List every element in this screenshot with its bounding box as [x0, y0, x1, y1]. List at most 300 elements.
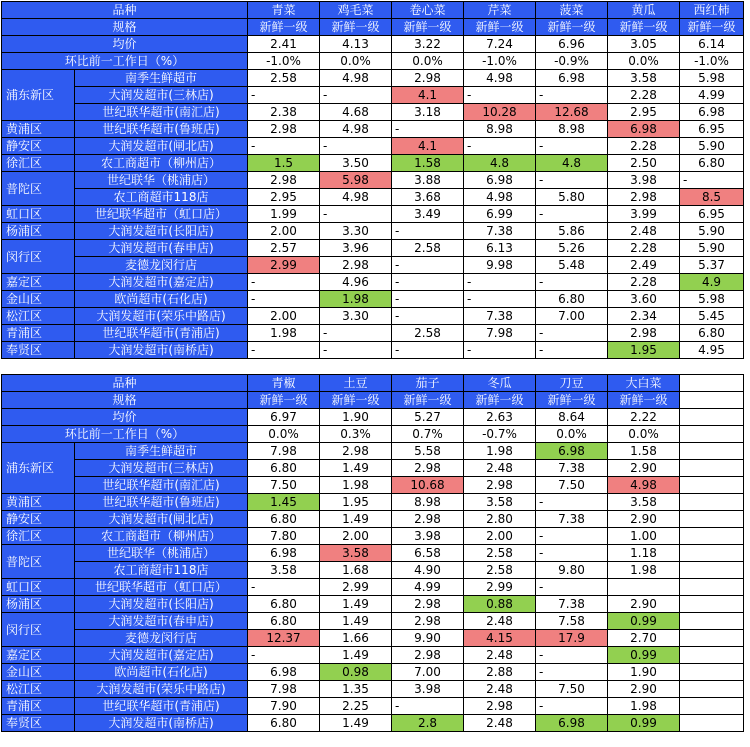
change-percent-row — [2, 53, 744, 70]
price-cell: 1.45 — [248, 494, 320, 511]
price-cell: 3.98 — [392, 681, 464, 698]
price-cell: - — [248, 647, 320, 664]
price-cell: 7.38 — [464, 308, 536, 325]
price-cell: - — [536, 664, 608, 681]
table-row — [2, 104, 744, 121]
price-cell: 2.28 — [608, 138, 680, 155]
market-cell: 世纪联华（桃浦店） — [75, 545, 248, 562]
price-cell: 4.95 — [680, 342, 744, 359]
price-cell: 5.26 — [536, 240, 608, 257]
market-cell: 世纪联华超市（虹口店） — [75, 579, 248, 596]
price-cell: 5.90 — [680, 240, 744, 257]
change-percent-row-cell: 0.0% — [608, 53, 680, 70]
price-cell: 2.98 — [392, 596, 464, 613]
price-cell: - — [536, 528, 608, 545]
price-cell: 10.68 — [392, 477, 464, 494]
price-cell: 6.80 — [248, 460, 320, 477]
empty-cell — [680, 426, 744, 443]
table-row — [2, 664, 744, 681]
average-price-row-cell: 6.96 — [536, 36, 608, 53]
price-cell: 7.80 — [248, 528, 320, 545]
vegetable-price-table-1 — [1, 1, 744, 359]
price-cell: 2.88 — [464, 664, 536, 681]
empty-cell — [680, 715, 744, 732]
table-row — [2, 596, 744, 613]
table-row — [2, 342, 744, 359]
price-cell: 3.50 — [320, 155, 392, 172]
price-cell: - — [392, 698, 464, 715]
district-cell: 静安区 — [2, 138, 75, 155]
price-cell: 2.00 — [248, 223, 320, 240]
price-cell: 6.98 — [536, 715, 608, 732]
price-cell: 2.28 — [608, 87, 680, 104]
price-cell: 2.98 — [248, 121, 320, 138]
price-cell: - — [392, 121, 464, 138]
price-cell: 1.58 — [392, 155, 464, 172]
table-row — [2, 257, 744, 274]
table-row — [2, 545, 744, 562]
price-cell: 9.80 — [536, 562, 608, 579]
change-percent-row-label: 环比前一工作日（%） — [2, 426, 248, 443]
district-cell: 杨浦区 — [2, 596, 75, 613]
price-cell: 2.28 — [608, 240, 680, 257]
price-cell: 2.25 — [320, 698, 392, 715]
price-cell: 6.95 — [680, 206, 744, 223]
price-cell: 3.96 — [320, 240, 392, 257]
empty-cell — [680, 443, 744, 460]
district-cell: 徐汇区 — [2, 528, 75, 545]
district-cell: 奉贤区 — [2, 715, 75, 732]
empty-cell — [680, 494, 744, 511]
price-cell: 2.48 — [464, 715, 536, 732]
price-cell: - — [392, 257, 464, 274]
average-price-row-cell: 6.97 — [248, 409, 320, 426]
price-cell: 5.98 — [680, 70, 744, 87]
price-cell: - — [464, 342, 536, 359]
price-cell: 4.1 — [392, 87, 464, 104]
price-cell: 6.80 — [248, 596, 320, 613]
price-cell: - — [248, 274, 320, 291]
market-cell: 大润发超市(嘉定店) — [75, 647, 248, 664]
price-cell: 6.98 — [536, 70, 608, 87]
market-cell: 世纪联华超市(青浦店) — [75, 698, 248, 715]
price-cell: - — [536, 87, 608, 104]
price-cell: 1.99 — [248, 206, 320, 223]
price-cell: 2.38 — [248, 104, 320, 121]
district-cell: 虹口区 — [2, 579, 75, 596]
table-row — [2, 681, 744, 698]
price-cell: 2.98 — [392, 70, 464, 87]
table-row — [2, 308, 744, 325]
price-cell: 3.68 — [392, 189, 464, 206]
price-cell: 1.98 — [320, 291, 392, 308]
table-row — [2, 630, 744, 647]
price-cell: 2.80 — [464, 511, 536, 528]
table-row — [2, 189, 744, 206]
price-cell: - — [536, 698, 608, 715]
spec-row-cell: 新鲜一级 — [392, 392, 464, 409]
price-cell: 0.99 — [608, 715, 680, 732]
price-cell: 3.88 — [392, 172, 464, 189]
vegetable-price-table-2 — [1, 374, 744, 732]
column-header-row-cell: 卷心菜 — [392, 2, 464, 19]
district-cell: 闵行区 — [2, 613, 75, 647]
price-cell: 5.86 — [536, 223, 608, 240]
market-cell: 大润发超市(三林店) — [75, 460, 248, 477]
table-row — [2, 274, 744, 291]
average-price-row-cell: 1.90 — [320, 409, 392, 426]
change-percent-row-cell: 0.0% — [536, 426, 608, 443]
market-cell: 大润发超市(长阳店) — [75, 596, 248, 613]
market-cell: 麦德龙闵行店 — [75, 630, 248, 647]
price-cell: 4.99 — [392, 579, 464, 596]
district-cell: 黄浦区 — [2, 121, 75, 138]
price-cell: 4.8 — [464, 155, 536, 172]
price-cell: 6.80 — [248, 511, 320, 528]
spec-row-cell: 新鲜一级 — [608, 19, 680, 36]
price-cell: 6.98 — [680, 104, 744, 121]
district-cell: 嘉定区 — [2, 274, 75, 291]
price-cell: 2.98 — [392, 511, 464, 528]
column-header-row-cell: 冬瓜 — [464, 375, 536, 392]
price-cell: 1.49 — [320, 460, 392, 477]
price-cell: 1.98 — [248, 325, 320, 342]
price-cell: 4.1 — [392, 138, 464, 155]
district-cell: 杨浦区 — [2, 223, 75, 240]
price-cell: - — [248, 291, 320, 308]
price-cell: 1.95 — [320, 494, 392, 511]
price-cell: 3.30 — [320, 308, 392, 325]
price-cell: 1.35 — [320, 681, 392, 698]
price-cell: - — [464, 291, 536, 308]
price-cell: 4.96 — [320, 274, 392, 291]
price-cell: - — [392, 274, 464, 291]
price-cell: 6.80 — [680, 155, 744, 172]
spec-row-cell: 新鲜一级 — [536, 19, 608, 36]
district-cell: 普陀区 — [2, 545, 75, 579]
market-cell: 农工商超市（柳州店） — [75, 155, 248, 172]
empty-cell — [680, 460, 744, 477]
change-percent-row-cell: -0.9% — [536, 53, 608, 70]
price-cell: 6.80 — [536, 291, 608, 308]
price-cell: 6.98 — [248, 545, 320, 562]
table-row — [2, 613, 744, 630]
price-cell: 3.98 — [392, 528, 464, 545]
price-cell: 1.90 — [608, 664, 680, 681]
price-cell: - — [320, 87, 392, 104]
price-cell: 6.95 — [680, 121, 744, 138]
spec-row-cell: 新鲜一级 — [464, 392, 536, 409]
empty-cell — [680, 511, 744, 528]
price-cell: - — [320, 325, 392, 342]
market-cell: 大润发超市(三林店) — [75, 87, 248, 104]
price-cell: 4.98 — [608, 477, 680, 494]
price-cell: 3.99 — [608, 206, 680, 223]
district-cell: 静安区 — [2, 511, 75, 528]
spec-row-cell: 新鲜一级 — [392, 19, 464, 36]
price-cell — [608, 579, 680, 596]
market-cell: 农工商超市118店 — [75, 562, 248, 579]
price-cell: 1.49 — [320, 715, 392, 732]
district-cell: 徐汇区 — [2, 155, 75, 172]
price-cell: 1.98 — [608, 698, 680, 715]
column-header-row-cell: 青椒 — [248, 375, 320, 392]
price-cell: 2.34 — [608, 308, 680, 325]
price-cell: 8.98 — [464, 121, 536, 138]
table-row — [2, 443, 744, 460]
spec-row — [2, 19, 744, 36]
district-cell: 金山区 — [2, 664, 75, 681]
price-cell: 6.98 — [464, 172, 536, 189]
spec-row — [2, 392, 744, 409]
table-row — [2, 138, 744, 155]
price-cell: 2.00 — [320, 528, 392, 545]
price-cell: 9.90 — [392, 630, 464, 647]
column-header-row — [2, 375, 744, 392]
price-cell: 8.5 — [680, 189, 744, 206]
price-cell: 3.58 — [608, 494, 680, 511]
price-cell: 2.98 — [248, 172, 320, 189]
empty-cell — [680, 613, 744, 630]
table-row — [2, 562, 744, 579]
price-cell: 7.50 — [248, 477, 320, 494]
price-cell: - — [248, 138, 320, 155]
market-cell: 世纪联华超市(鲁班店) — [75, 121, 248, 138]
price-cell: 2.98 — [320, 257, 392, 274]
empty-cell — [680, 596, 744, 613]
district-cell: 闵行区 — [2, 240, 75, 274]
price-cell: 1.49 — [320, 613, 392, 630]
spec-row-cell: 新鲜一级 — [248, 392, 320, 409]
change-percent-row-cell: 0.0% — [608, 426, 680, 443]
market-cell: 欧尚超市(石化店) — [75, 664, 248, 681]
price-cell: 12.68 — [536, 104, 608, 121]
price-cell: 1.98 — [608, 562, 680, 579]
price-cell: 5.80 — [536, 189, 608, 206]
price-cell: 2.98 — [464, 698, 536, 715]
market-cell: 大润发超市(南桥店) — [75, 715, 248, 732]
price-cell: 6.58 — [392, 545, 464, 562]
market-cell: 大润发超市(嘉定店) — [75, 274, 248, 291]
price-cell: 2.49 — [608, 257, 680, 274]
table-row — [2, 494, 744, 511]
price-cell: 17.9 — [536, 630, 608, 647]
change-percent-row-cell: 0.3% — [320, 426, 392, 443]
change-percent-row-cell: 0.0% — [248, 426, 320, 443]
market-cell: 世纪联华超市(青浦店) — [75, 325, 248, 342]
price-cell: 2.58 — [392, 325, 464, 342]
column-header-row-cell: 青菜 — [248, 2, 320, 19]
price-cell: - — [536, 325, 608, 342]
price-cell: 3.98 — [608, 172, 680, 189]
price-cell: 6.80 — [680, 325, 744, 342]
empty-cell — [680, 392, 744, 409]
price-cell: - — [536, 274, 608, 291]
price-cell: 7.00 — [392, 664, 464, 681]
price-cell: - — [320, 138, 392, 155]
price-cell: 7.90 — [248, 698, 320, 715]
price-cell: 0.98 — [320, 664, 392, 681]
price-cell: 2.58 — [248, 70, 320, 87]
price-cell: 2.8 — [392, 715, 464, 732]
price-cell: 1.95 — [608, 342, 680, 359]
column-header-row-cell: 茄子 — [392, 375, 464, 392]
price-cell: 2.58 — [392, 240, 464, 257]
market-cell: 世纪联华（桃浦店） — [75, 172, 248, 189]
price-cell: - — [320, 342, 392, 359]
price-cell: 4.90 — [392, 562, 464, 579]
price-cell: - — [536, 206, 608, 223]
price-cell: 2.90 — [608, 681, 680, 698]
price-cell: 1.49 — [320, 647, 392, 664]
price-cell: 2.90 — [608, 460, 680, 477]
table-row — [2, 70, 744, 87]
change-percent-row-cell: 0.0% — [392, 53, 464, 70]
price-cell: 7.38 — [536, 511, 608, 528]
price-cell: - — [536, 172, 608, 189]
market-cell: 世纪联华超市(南汇店) — [75, 104, 248, 121]
table-row — [2, 511, 744, 528]
table-row — [2, 647, 744, 664]
district-cell: 嘉定区 — [2, 647, 75, 664]
price-cell: - — [680, 172, 744, 189]
column-header-row-cell: 芹菜 — [464, 2, 536, 19]
price-cell: 3.30 — [320, 223, 392, 240]
empty-cell — [680, 477, 744, 494]
price-cell: - — [536, 342, 608, 359]
district-cell: 奉贤区 — [2, 342, 75, 359]
price-cell: 1.49 — [320, 511, 392, 528]
market-cell: 大润发超市(荣乐中路店) — [75, 681, 248, 698]
price-cell: 7.50 — [536, 477, 608, 494]
spec-row-cell: 新鲜一级 — [320, 19, 392, 36]
table-row — [2, 579, 744, 596]
price-cell: - — [536, 494, 608, 511]
price-cell: - — [392, 223, 464, 240]
price-cell: - — [464, 138, 536, 155]
price-cell: 1.98 — [320, 477, 392, 494]
price-cell: 2.57 — [248, 240, 320, 257]
price-cell: 9.98 — [464, 257, 536, 274]
price-cell: 1.18 — [608, 545, 680, 562]
price-cell: - — [392, 308, 464, 325]
table-row — [2, 477, 744, 494]
price-cell: 1.58 — [608, 443, 680, 460]
price-cell: 4.15 — [464, 630, 536, 647]
price-cell: 0.99 — [608, 613, 680, 630]
table-row — [2, 223, 744, 240]
market-cell: 大润发超市(春申店) — [75, 613, 248, 630]
change-percent-row-cell: -0.7% — [464, 426, 536, 443]
price-cell: - — [464, 274, 536, 291]
market-cell: 大润发超市(南桥店) — [75, 342, 248, 359]
market-cell: 世纪联华超市（虹口店） — [75, 206, 248, 223]
price-cell: 3.58 — [248, 562, 320, 579]
price-cell: 2.98 — [320, 443, 392, 460]
average-price-row-cell: 4.13 — [320, 36, 392, 53]
empty-cell — [680, 375, 744, 392]
price-cell: 1.5 — [248, 155, 320, 172]
price-cell: 2.48 — [464, 681, 536, 698]
spec-row-cell: 新鲜一级 — [464, 19, 536, 36]
price-cell: 4.98 — [464, 70, 536, 87]
price-cell: 1.68 — [320, 562, 392, 579]
market-cell: 大润发超市(春申店) — [75, 240, 248, 257]
price-cell: 6.98 — [248, 664, 320, 681]
price-cell: 8.98 — [536, 121, 608, 138]
average-price-row-cell: 2.63 — [464, 409, 536, 426]
price-cell: 4.98 — [320, 121, 392, 138]
column-header-row-cell: 菠菜 — [536, 2, 608, 19]
spec-row-cell: 新鲜一级 — [248, 19, 320, 36]
column-header-row-cell: 大白菜 — [608, 375, 680, 392]
price-cell: 5.48 — [536, 257, 608, 274]
table-row — [2, 291, 744, 308]
price-cell: - — [536, 579, 608, 596]
average-price-row-cell: 2.22 — [608, 409, 680, 426]
price-cell: 5.37 — [680, 257, 744, 274]
column-header-row-label: 品种 — [2, 375, 248, 392]
price-cell: 0.99 — [608, 647, 680, 664]
price-cell: 5.90 — [680, 138, 744, 155]
price-cell: 2.95 — [248, 189, 320, 206]
district-cell: 松江区 — [2, 681, 75, 698]
empty-cell — [680, 562, 744, 579]
price-cell: 2.98 — [392, 460, 464, 477]
price-cell: 2.98 — [392, 647, 464, 664]
table-row — [2, 206, 744, 223]
price-cell: 2.00 — [464, 528, 536, 545]
price-cell: 10.28 — [464, 104, 536, 121]
market-cell: 世纪联华超市(鲁班店) — [75, 494, 248, 511]
price-cell: 5.58 — [392, 443, 464, 460]
price-cell: - — [248, 87, 320, 104]
price-cell: 1.98 — [464, 443, 536, 460]
empty-cell — [680, 630, 744, 647]
price-cell: - — [536, 545, 608, 562]
district-cell: 青浦区 — [2, 325, 75, 342]
price-cell: 6.99 — [464, 206, 536, 223]
price-cell: 2.98 — [608, 325, 680, 342]
price-cell: 2.48 — [464, 647, 536, 664]
market-cell: 世纪联华超市(南汇店) — [75, 477, 248, 494]
price-cell: - — [248, 579, 320, 596]
change-percent-row-cell: -1.0% — [248, 53, 320, 70]
market-cell: 南季生鲜超市 — [75, 443, 248, 460]
empty-cell — [680, 647, 744, 664]
price-cell: 5.98 — [680, 291, 744, 308]
spec-row-cell: 新鲜一级 — [536, 392, 608, 409]
price-cell: 2.98 — [608, 189, 680, 206]
column-header-row-label: 品种 — [2, 2, 248, 19]
price-cell: 3.58 — [464, 494, 536, 511]
empty-cell — [680, 528, 744, 545]
price-cell: 2.50 — [608, 155, 680, 172]
market-cell: 大润发超市(荣乐中路店) — [75, 308, 248, 325]
column-header-row — [2, 2, 744, 19]
table-row — [2, 715, 744, 732]
price-cell: - — [392, 342, 464, 359]
average-price-row-cell: 5.27 — [392, 409, 464, 426]
district-cell: 普陀区 — [2, 172, 75, 206]
price-cell: 6.98 — [536, 443, 608, 460]
spec-row-label: 规格 — [2, 19, 248, 36]
average-price-row-cell: 8.64 — [536, 409, 608, 426]
empty-cell — [680, 681, 744, 698]
change-percent-row-cell: -1.0% — [464, 53, 536, 70]
average-price-row-label: 均价 — [2, 36, 248, 53]
price-cell: 7.50 — [536, 681, 608, 698]
